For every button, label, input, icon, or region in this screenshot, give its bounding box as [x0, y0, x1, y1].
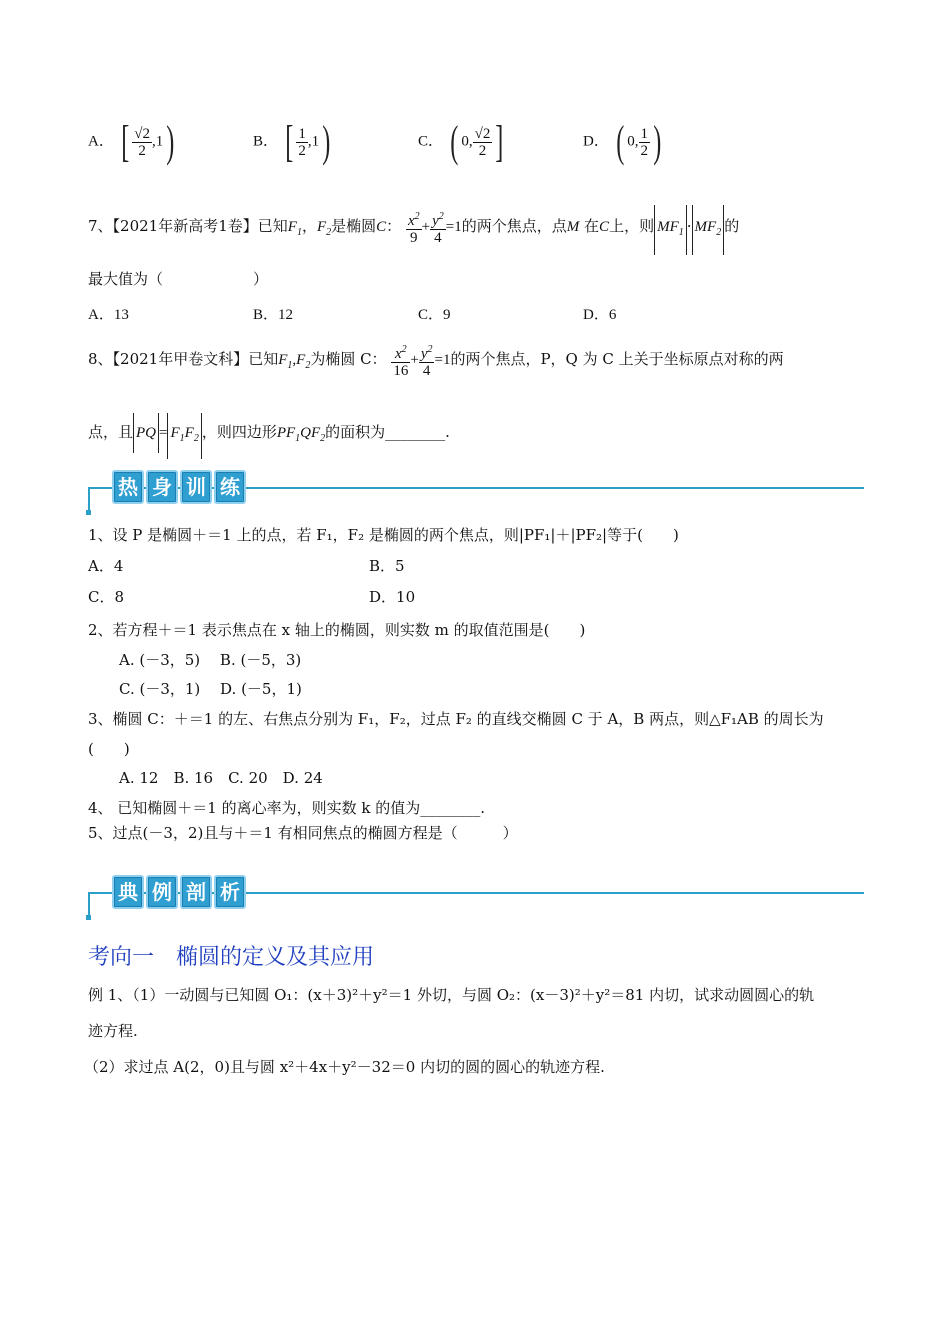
equals: = [159, 425, 168, 441]
warmup-problem-5: 5、过点(－3，2)且与＋＝1 有相同焦点的椭圆方程是（ ） [88, 824, 518, 842]
bracket-left: ( [615, 117, 624, 166]
q7-line2: 最大值为（ ） [88, 270, 269, 288]
frac-num: $x^2$ [407, 210, 420, 229]
f1-symbol: $F_1$ [278, 352, 293, 371]
bracket-left: [ [120, 117, 129, 166]
var-x: x [395, 345, 402, 362]
f1-symbol: $F_1$ [287, 219, 302, 238]
fraction [391, 342, 410, 379]
warmup-problem-1: 1、设 P 是椭圆＋＝1 上的点，若 F₁，F₂ 是椭圆的两个焦点，则|PF₁|＋|PF₂|等于( ) [88, 526, 679, 544]
mf2-text: MF [694, 219, 717, 235]
q8-line2b: ，则四边形 [201, 423, 277, 441]
f2-symbol: $F_2$ [316, 219, 332, 238]
c-symbol: C [599, 219, 610, 235]
fraction [296, 126, 308, 159]
q8-is: 为椭圆 C： [310, 350, 387, 368]
example-1-part-2: （2）求过点 A(2，0)且与圆 x²＋4x＋y²－32＝0 内切的圆的圆心的轨迹方程. [84, 1058, 605, 1076]
f1-letter: F [287, 219, 297, 235]
frac-den: 4 [422, 362, 431, 379]
q7-option-d: D．6 [583, 307, 617, 323]
q8-line2a: 点，且 [88, 423, 134, 441]
separator: ， [301, 217, 317, 235]
var-y: y [420, 345, 428, 362]
bracket-left: ( [450, 117, 459, 166]
banner-char: 热 [112, 470, 144, 504]
frac-den: 2 [478, 142, 487, 159]
option-head: 0, [627, 133, 639, 150]
fraction [406, 209, 422, 246]
frac-den: 16 [393, 362, 409, 379]
fraction [473, 126, 493, 159]
q7-option-c: C．9 [418, 307, 451, 323]
banner-char: 训 [180, 470, 212, 504]
banner-char: 析 [214, 875, 246, 909]
frac-num: $y^2$ [420, 343, 433, 362]
f-letter: F [170, 425, 180, 441]
warmup-problem-2: 2、若方程＋＝1 表示焦点在 x 轴上的椭圆，则实数 m 的取值范围是( ) [88, 621, 586, 639]
banner-char: 剖 [180, 875, 212, 909]
warmup-2-options-ab: A. (－3，5) B. (－5，3) [119, 651, 302, 669]
q7-option-b: B．12 [253, 307, 294, 323]
banner-char: 身 [146, 470, 178, 504]
mf1-text: MF [657, 219, 679, 235]
fraction [430, 209, 446, 246]
frac-den: 2 [640, 142, 648, 159]
option-tail: ,1 [307, 133, 320, 150]
warmup-problem-3: 3、椭圆 C：＋＝1 的左、右焦点分别为 F₁，F₂，过点 F₂ 的直线交椭圆 C 于 A，B 两点，则△F₁AB 的周长为 [88, 710, 824, 728]
banner-dot [86, 510, 91, 515]
section-banner-examples [88, 875, 868, 915]
example-1-part-1: 例 1、（1）一动圆与已知圆 O₁：(x＋3)²＋y²＝1 外切，与圆 O₂：(x－3)²＋y²＝81 内切，试求动圆圆心的轨 [88, 986, 815, 1004]
section-banner-warmup [88, 470, 868, 510]
bracket-right: ) [653, 117, 662, 166]
banner-tabs [112, 875, 246, 909]
option-label: C． [418, 133, 444, 150]
bracket-right: ) [166, 117, 175, 166]
var-x: x [407, 212, 415, 229]
frac-num: 1 [298, 125, 306, 142]
warmup-1-option-d: D．10 [369, 588, 416, 606]
q7-mid: 是椭圆 [331, 217, 377, 235]
option-tail: ,1 [151, 133, 164, 150]
f2-symbol: $F_2$ [296, 352, 311, 371]
banner-stem [88, 487, 90, 511]
q6-option-b [253, 117, 334, 166]
f2-letter: F [296, 352, 306, 368]
equals-one: =1 [434, 352, 451, 368]
frac-num: √2 [474, 125, 491, 142]
equals-one: =1 [445, 219, 462, 235]
bracket-left: [ [285, 117, 294, 166]
c-symbol: C [376, 219, 387, 235]
frac-num: $y^2$ [432, 210, 444, 229]
warmup-1-option-a: A．4 [88, 557, 124, 575]
warmup-3-options: A. 12 B. 16 C. 20 D. 24 [119, 769, 323, 787]
warmup-1-option-c: C．8 [88, 588, 125, 606]
banner-tabs [112, 470, 246, 504]
banner-dot [86, 915, 91, 920]
q8-prefix: 8、【2021年甲卷文科】已知 [88, 350, 279, 368]
abs-pq: PQ [133, 413, 159, 453]
abs-mf2: $MF_2$ [692, 205, 725, 255]
q7-de: 的 [724, 217, 740, 235]
q7-after: 的两个焦点，点 [461, 217, 567, 235]
comma: , [292, 352, 297, 368]
option-label: A． [88, 133, 114, 150]
question-7 [88, 204, 739, 255]
frac-den: 4 [434, 229, 442, 246]
q7-option-a: A．13 [88, 307, 129, 323]
bracket-right: ] [495, 117, 504, 166]
warmup-2-options-cd: C. (－3，1) D. (－5，1) [119, 680, 302, 698]
q8-rest: 的两个焦点，P，Q 为 C 上关于坐标原点对称的两 [450, 350, 784, 368]
quad-pf: PF [276, 425, 296, 441]
f2-letter: F [316, 219, 327, 235]
plus-sign: + [421, 219, 431, 235]
f1-letter: F [278, 352, 288, 368]
warmup-1-option-b: B．5 [369, 557, 405, 575]
example-1-part-1-cont: 迹方程. [88, 1022, 138, 1040]
banner-char: 练 [214, 470, 246, 504]
question-8: 8、【2021年甲卷文科】已知$F_1,F_2$为椭圆 C： $\frac{x^2}{16}$ + $\frac{y^2}{4}$ =1的两个焦点，P，Q 为 C 上关于坐标原点对称的两 [88, 343, 784, 379]
q6-option-d [583, 117, 665, 166]
q6-option-a [88, 117, 178, 166]
banner-char: 典 [112, 875, 144, 909]
fraction [132, 126, 152, 159]
fraction [639, 126, 651, 159]
option-head: 0, [461, 133, 473, 150]
dot: · [686, 217, 692, 235]
frac-den: 2 [138, 142, 146, 159]
q7-then: 上，则 [609, 217, 655, 235]
abs-mf1: $MF_1$ [654, 205, 687, 255]
banner-stem [88, 892, 90, 916]
warmup-problem-4: 4、 已知椭圆＋＝1 的离心率为，则实数 k 的值为________. [88, 799, 486, 817]
colon: ： [386, 217, 402, 235]
quad-symbol: $PF_1QF_2$ [276, 425, 326, 444]
q8-line2 [88, 412, 450, 459]
frac-num: $x^2$ [391, 342, 410, 363]
abs-f1f2: $F_1F_2$ [167, 413, 201, 459]
frac-den: 2 [298, 142, 306, 159]
q8-line2c: 的面积为________. [325, 423, 450, 441]
frac-den: 9 [410, 229, 418, 246]
var-y: y [432, 212, 439, 229]
fraction [419, 342, 435, 379]
bracket-right: ) [322, 117, 331, 166]
warmup-3-blank: ( ) [88, 740, 130, 758]
option-label: D． [583, 133, 609, 150]
q7-on: 在 [584, 217, 600, 235]
q7-prefix: 7、【2021年新高考1卷】已知 [88, 217, 288, 235]
section-heading: 考向一 椭圆的定义及其应用 [88, 945, 375, 970]
m-symbol: M [566, 219, 580, 235]
option-label: B． [253, 133, 279, 150]
quad-qf: QF [300, 425, 321, 441]
banner-char: 例 [146, 875, 178, 909]
frac-num: √2 [134, 125, 150, 142]
frac-num: 1 [640, 125, 648, 142]
q6-option-c [418, 117, 507, 166]
